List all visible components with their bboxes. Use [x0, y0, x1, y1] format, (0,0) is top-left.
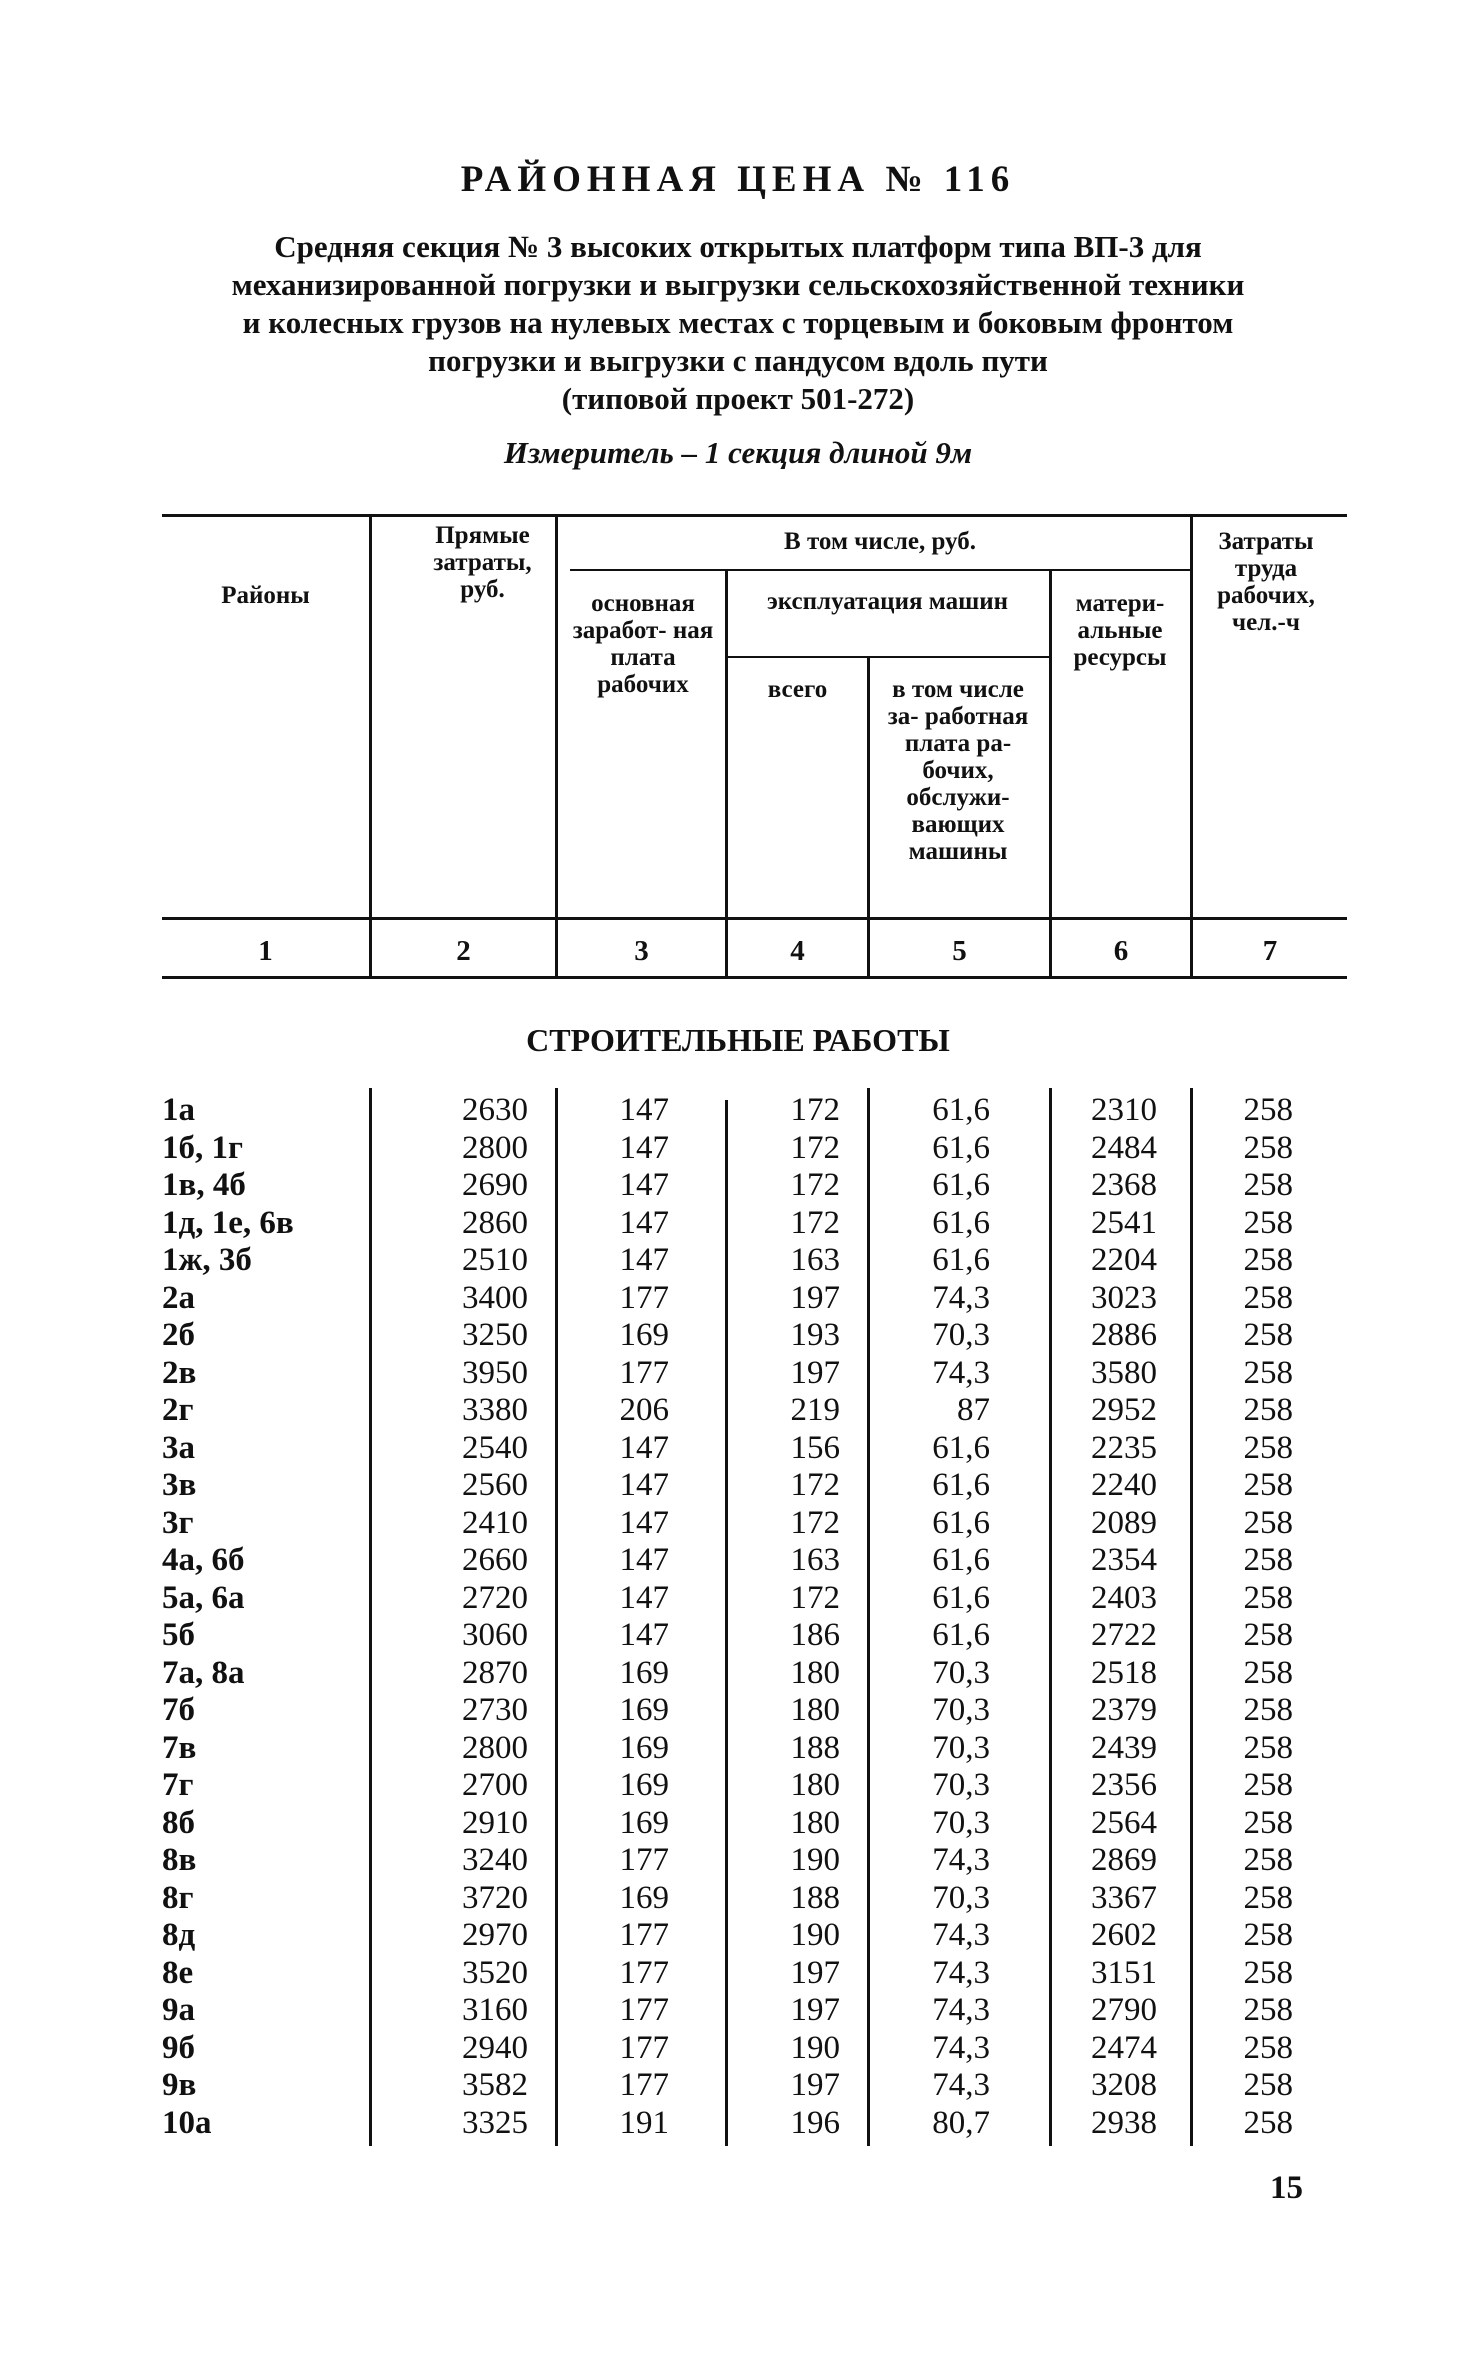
column-number: 3 — [634, 935, 649, 967]
materials-cell: 3023 — [1091, 1279, 1157, 1316]
region-cell: 2б — [162, 1317, 195, 1353]
region-cell: 8в — [162, 1842, 197, 1878]
base-wage-cell: 147 — [619, 1579, 669, 1616]
header-machine-operation: эксплуатация машин — [766, 588, 1009, 615]
machine-total-cell: 172 — [790, 1467, 840, 1503]
labor-cell: 258 — [1243, 1804, 1293, 1841]
direct-costs-cell: 2910 — [462, 1804, 528, 1841]
machine-wage-cell: 70,3 — [932, 1692, 990, 1728]
materials-cell: 2403 — [1091, 1579, 1157, 1616]
materials-cell: 2235 — [1091, 1429, 1157, 1466]
machine-total-cell: 197 — [790, 1354, 840, 1391]
direct-costs-cell: 3250 — [462, 1317, 528, 1353]
direct-costs-cell: 3400 — [462, 1279, 528, 1316]
materials-cell: 2790 — [1091, 1992, 1157, 2028]
region-cell: 2г — [162, 1392, 194, 1428]
labor-cell: 258 — [1243, 1354, 1293, 1391]
labor-cell: 258 — [1243, 1242, 1293, 1278]
machine-wage-cell: 74,3 — [932, 2029, 990, 2066]
machine-total-cell: 190 — [790, 1842, 840, 1878]
base-wage-cell: 169 — [619, 1654, 669, 1691]
header-bottom-rule — [162, 917, 1347, 920]
base-wage-cell: 147 — [619, 1617, 669, 1653]
base-wage-cell: 177 — [619, 1279, 669, 1316]
labor-cell: 258 — [1243, 1542, 1293, 1578]
base-wage-cell: 147 — [619, 1204, 669, 1241]
region-cell: 1в, 4б — [162, 1167, 246, 1203]
table-row — [0, 1355, 1476, 1393]
region-cell: 9б — [162, 2029, 195, 2066]
machine-total-cell: 188 — [790, 1879, 840, 1916]
labor-cell: 258 — [1243, 1129, 1293, 1166]
table-row — [0, 1880, 1476, 1918]
labor-cell: 258 — [1243, 1204, 1293, 1241]
machine-wage-cell: 74,3 — [932, 1954, 990, 1991]
table-row — [0, 1617, 1476, 1655]
header-top-rule — [162, 514, 1347, 517]
base-wage-cell: 147 — [619, 1092, 669, 1128]
machine-wage-cell: 61,6 — [932, 1092, 990, 1128]
direct-costs-cell: 2800 — [462, 1129, 528, 1166]
machine-wage-cell: 70,3 — [932, 1729, 990, 1766]
materials-cell: 2886 — [1091, 1317, 1157, 1353]
column-number: 1 — [258, 935, 273, 967]
direct-costs-cell: 3060 — [462, 1617, 528, 1653]
machine-wage-cell: 61,6 — [932, 1129, 990, 1166]
labor-cell: 258 — [1243, 1654, 1293, 1691]
base-wage-cell: 147 — [619, 1542, 669, 1578]
region-cell: 5б — [162, 1617, 195, 1653]
table-row — [0, 1917, 1476, 1955]
base-wage-cell: 169 — [619, 1692, 669, 1728]
labor-cell: 258 — [1243, 1504, 1293, 1541]
region-cell: 8д — [162, 1917, 196, 1953]
column-number: 5 — [952, 935, 967, 967]
base-wage-cell: 169 — [619, 1879, 669, 1916]
region-cell: 1а — [162, 1092, 195, 1128]
direct-costs-cell: 3520 — [462, 1954, 528, 1991]
machine-total-cell: 172 — [790, 1167, 840, 1203]
machine-wage-cell: 61,6 — [932, 1504, 990, 1541]
including-underline — [570, 569, 1190, 571]
base-wage-cell: 177 — [619, 1354, 669, 1391]
labor-cell: 258 — [1243, 2029, 1293, 2066]
table-row — [0, 1992, 1476, 2030]
materials-cell: 2518 — [1091, 1654, 1157, 1691]
materials-cell: 2602 — [1091, 1917, 1157, 1953]
table-row — [0, 1167, 1476, 1205]
labor-cell: 258 — [1243, 1917, 1293, 1953]
labor-cell: 258 — [1243, 1279, 1293, 1316]
header-vline — [1190, 516, 1193, 976]
machine-wage-cell: 70,3 — [932, 1879, 990, 1916]
header-vline — [867, 656, 870, 976]
machine-wage-cell: 70,3 — [932, 1767, 990, 1803]
region-cell: 7а, 8а — [162, 1654, 245, 1691]
subtitle-line: Средняя секция № 3 высоких открытых платформ типа ВП-3 для — [274, 229, 1202, 264]
direct-costs-cell: 2630 — [462, 1092, 528, 1128]
base-wage-cell: 169 — [619, 1767, 669, 1803]
machine-wage-cell: 61,6 — [932, 1467, 990, 1503]
labor-cell: 258 — [1243, 1617, 1293, 1653]
materials-cell: 3208 — [1091, 2067, 1157, 2103]
machine-total-cell: 172 — [790, 1129, 840, 1166]
region-cell: 7в — [162, 1729, 197, 1766]
table-row — [0, 1505, 1476, 1543]
region-cell: 8б — [162, 1804, 195, 1841]
measure-unit: Измеритель – 1 секция длиной 9м — [503, 435, 973, 470]
machine-total-cell: 172 — [790, 1092, 840, 1128]
materials-cell: 2564 — [1091, 1804, 1157, 1841]
materials-cell: 3580 — [1091, 1354, 1157, 1391]
header-base-wage: основная заработ- ная плата рабочих — [572, 590, 714, 698]
machine-wage-cell: 74,3 — [932, 2067, 990, 2103]
machine-total-cell: 172 — [790, 1504, 840, 1541]
machine-wage-cell: 70,3 — [932, 1317, 990, 1353]
direct-costs-cell: 3380 — [462, 1392, 528, 1428]
base-wage-cell: 169 — [619, 1804, 669, 1841]
table-body — [0, 1092, 1476, 2142]
table-row — [0, 1130, 1476, 1168]
materials-cell: 2379 — [1091, 1692, 1157, 1728]
region-cell: 9в — [162, 2067, 197, 2103]
table-row — [0, 1392, 1476, 1430]
region-cell: 10а — [162, 2104, 212, 2141]
table-row — [0, 1767, 1476, 1805]
column-number: 6 — [1113, 935, 1129, 967]
direct-costs-cell: 2730 — [462, 1692, 528, 1728]
direct-costs-cell: 3240 — [462, 1842, 528, 1878]
base-wage-cell: 206 — [619, 1392, 669, 1428]
base-wage-cell: 177 — [619, 2029, 669, 2066]
document-subtitle — [150, 228, 1326, 418]
header-total: всего — [767, 676, 828, 703]
labor-cell: 258 — [1243, 1579, 1293, 1616]
header-labor-costs: Затраты труда рабочих, чел.-ч — [1217, 528, 1315, 636]
machine-wage-cell: 74,3 — [932, 1842, 990, 1878]
machine-total-cell: 197 — [790, 1954, 840, 1991]
base-wage-cell: 177 — [619, 1992, 669, 2028]
labor-cell: 258 — [1243, 1992, 1293, 2028]
machine-wage-cell: 80,7 — [932, 2104, 990, 2141]
table-row — [0, 1430, 1476, 1468]
machine-underline — [727, 656, 1049, 658]
direct-costs-cell: 2510 — [462, 1242, 528, 1278]
materials-cell: 2484 — [1091, 1129, 1157, 1166]
labor-cell: 258 — [1243, 1429, 1293, 1466]
materials-cell: 2869 — [1091, 1842, 1157, 1878]
labor-cell: 258 — [1243, 1167, 1293, 1203]
base-wage-cell: 169 — [619, 1317, 669, 1353]
table-row — [0, 1280, 1476, 1318]
labor-cell: 258 — [1243, 1317, 1293, 1353]
region-cell: 8е — [162, 1954, 194, 1991]
table-row — [0, 1205, 1476, 1243]
table-row — [0, 1242, 1476, 1280]
machine-wage-cell: 61,6 — [932, 1204, 990, 1241]
machine-total-cell: 156 — [790, 1429, 840, 1466]
column-number: 7 — [1262, 935, 1278, 967]
machine-wage-cell: 74,3 — [932, 1279, 990, 1316]
machine-total-cell: 197 — [790, 2067, 840, 2103]
machine-total-cell: 172 — [790, 1579, 840, 1616]
region-cell: 7б — [162, 1692, 195, 1728]
machine-total-cell: 190 — [790, 1917, 840, 1953]
base-wage-cell: 147 — [619, 1504, 669, 1541]
machine-total-cell: 186 — [790, 1617, 840, 1653]
direct-costs-cell: 2700 — [462, 1767, 528, 1803]
column-number: 4 — [790, 935, 805, 967]
machine-wage-cell: 61,6 — [932, 1167, 990, 1203]
machine-wage-cell: 61,6 — [932, 1542, 990, 1578]
machine-total-cell: 193 — [790, 1317, 840, 1353]
table-row — [0, 1692, 1476, 1730]
base-wage-cell: 177 — [619, 2067, 669, 2103]
region-cell: 2в — [162, 1354, 197, 1391]
direct-costs-cell: 2940 — [462, 2029, 528, 2066]
direct-costs-cell: 2560 — [462, 1467, 528, 1503]
machine-total-cell: 197 — [790, 1992, 840, 2028]
direct-costs-cell: 3160 — [462, 1992, 528, 2028]
region-cell: 1д, 1е, 6в — [162, 1204, 294, 1241]
materials-cell: 3367 — [1091, 1879, 1157, 1916]
machine-total-cell: 180 — [790, 1767, 840, 1803]
header-including-wage: в том числе за- работная плата ра- бочих, обслужи- вающих машины — [887, 676, 1029, 865]
materials-cell: 2368 — [1091, 1167, 1157, 1203]
machine-wage-cell: 87 — [957, 1392, 990, 1428]
column-number: 2 — [456, 935, 471, 967]
base-wage-cell: 169 — [619, 1729, 669, 1766]
region-cell: 9а — [162, 1992, 195, 2028]
table-row — [0, 1467, 1476, 1505]
machine-wage-cell: 74,3 — [932, 1917, 990, 1953]
base-wage-cell: 147 — [619, 1429, 669, 1466]
machine-total-cell: 188 — [790, 1729, 840, 1766]
header-direct-costs: Прямые затраты, руб. — [433, 522, 532, 603]
machine-total-cell: 196 — [790, 2104, 840, 2141]
base-wage-cell: 177 — [619, 1954, 669, 1991]
labor-cell: 258 — [1243, 1392, 1293, 1428]
region-cell: 7г — [162, 1767, 194, 1803]
labor-cell: 258 — [1243, 2067, 1293, 2103]
header-vline — [725, 570, 728, 976]
table-row — [0, 1580, 1476, 1618]
labor-cell: 258 — [1243, 1467, 1293, 1503]
base-wage-cell: 147 — [619, 1167, 669, 1203]
region-cell: 1б, 1г — [162, 1129, 243, 1166]
header-material-resources: матери- альные ресурсы — [1073, 590, 1167, 671]
machine-wage-cell: 61,6 — [932, 1242, 990, 1278]
materials-cell: 2089 — [1091, 1504, 1157, 1541]
materials-cell: 2541 — [1091, 1204, 1157, 1241]
machine-total-cell: 190 — [790, 2029, 840, 2066]
region-cell: 2а — [162, 1279, 195, 1316]
base-wage-cell: 177 — [619, 1842, 669, 1878]
machine-wage-cell: 61,6 — [932, 1617, 990, 1653]
base-wage-cell: 147 — [619, 1129, 669, 1166]
direct-costs-cell: 3325 — [462, 2104, 528, 2141]
machine-wage-cell: 61,6 — [932, 1429, 990, 1466]
table-row — [0, 2030, 1476, 2068]
machine-total-cell: 163 — [790, 1542, 840, 1578]
region-cell: 1ж, 3б — [162, 1242, 252, 1278]
materials-cell: 2938 — [1091, 2104, 1157, 2141]
subtitle-line: механизированной погрузки и выгрузки сельскохозяйственной техники — [231, 267, 1245, 302]
machine-wage-cell: 74,3 — [932, 1354, 990, 1391]
direct-costs-cell: 2690 — [462, 1167, 528, 1203]
header-vline — [555, 516, 558, 976]
machine-total-cell: 163 — [790, 1242, 840, 1278]
labor-cell: 258 — [1243, 1729, 1293, 1766]
region-cell: 3в — [162, 1467, 197, 1503]
header-vline — [369, 516, 372, 976]
direct-costs-cell: 2540 — [462, 1429, 528, 1466]
direct-costs-cell: 2720 — [462, 1579, 528, 1616]
materials-cell: 3151 — [1091, 1954, 1157, 1991]
machine-total-cell: 180 — [790, 1654, 840, 1691]
direct-costs-cell: 3582 — [462, 2067, 528, 2103]
machine-wage-cell: 70,3 — [932, 1804, 990, 1841]
base-wage-cell: 147 — [619, 1242, 669, 1278]
table-row — [0, 1655, 1476, 1693]
labor-cell: 258 — [1243, 1092, 1293, 1128]
direct-costs-cell: 2970 — [462, 1917, 528, 1953]
subtitle-line: (типовой проект 501-272) — [561, 381, 915, 416]
header-regions: Районы — [221, 582, 310, 609]
materials-cell: 2952 — [1091, 1392, 1157, 1428]
base-wage-cell: 177 — [619, 1917, 669, 1953]
materials-cell: 2354 — [1091, 1542, 1157, 1578]
page-number: 15 — [1270, 2170, 1303, 2206]
header-including: В том числе, руб. — [784, 528, 976, 555]
table-row — [0, 1317, 1476, 1355]
machine-total-cell: 172 — [790, 1204, 840, 1241]
base-wage-cell: 147 — [619, 1467, 669, 1503]
labor-cell: 258 — [1243, 1879, 1293, 1916]
machine-total-cell: 180 — [790, 1692, 840, 1728]
direct-costs-cell: 2860 — [462, 1204, 528, 1241]
table-row — [0, 1805, 1476, 1843]
table-row — [0, 1955, 1476, 1993]
table-row — [0, 2067, 1476, 2105]
direct-costs-cell: 2800 — [462, 1729, 528, 1766]
materials-cell: 2240 — [1091, 1467, 1157, 1503]
labor-cell: 258 — [1243, 1767, 1293, 1803]
direct-costs-cell: 2870 — [462, 1654, 528, 1691]
materials-cell: 2356 — [1091, 1767, 1157, 1803]
table-row — [0, 1092, 1476, 1130]
table-row — [0, 2105, 1476, 2143]
region-cell: 4а, 6б — [162, 1542, 245, 1578]
direct-costs-cell: 2660 — [462, 1542, 528, 1578]
machine-wage-cell: 70,3 — [932, 1654, 990, 1691]
labor-cell: 258 — [1243, 1842, 1293, 1878]
direct-costs-cell: 2410 — [462, 1504, 528, 1541]
subtitle-line: и колесных грузов на нулевых местах с торцевым и боковым фронтом — [242, 305, 1234, 340]
table-row — [0, 1542, 1476, 1580]
subtitle-line: погрузки и выгрузки с пандусом вдоль пути — [428, 343, 1048, 378]
machine-total-cell: 197 — [790, 1279, 840, 1316]
region-cell: 3г — [162, 1504, 194, 1541]
materials-cell: 2204 — [1091, 1242, 1157, 1278]
direct-costs-cell: 3720 — [462, 1879, 528, 1916]
header-vline — [1049, 570, 1052, 976]
table-row — [0, 1842, 1476, 1880]
labor-cell: 258 — [1243, 1954, 1293, 1991]
base-wage-cell: 191 — [619, 2104, 669, 2141]
column-numbers-rule — [162, 976, 1347, 979]
region-cell: 8г — [162, 1879, 194, 1916]
table-row — [0, 1730, 1476, 1768]
materials-cell: 2722 — [1091, 1617, 1157, 1653]
region-cell: 3а — [162, 1429, 195, 1466]
machine-total-cell: 180 — [790, 1804, 840, 1841]
materials-cell: 2439 — [1091, 1729, 1157, 1766]
labor-cell: 258 — [1243, 1692, 1293, 1728]
machine-wage-cell: 74,3 — [932, 1992, 990, 2028]
page-title: РАЙОННАЯ ЦЕНА № 116 — [460, 159, 1016, 200]
machine-total-cell: 219 — [790, 1392, 840, 1428]
materials-cell: 2474 — [1091, 2029, 1157, 2066]
region-cell: 5а, 6а — [162, 1579, 245, 1616]
labor-cell: 258 — [1243, 2104, 1293, 2141]
direct-costs-cell: 3950 — [462, 1354, 528, 1391]
section-title: СТРОИТЕЛЬНЫЕ РАБОТЫ — [526, 1022, 950, 1058]
materials-cell: 2310 — [1091, 1092, 1157, 1128]
machine-wage-cell: 61,6 — [932, 1579, 990, 1616]
